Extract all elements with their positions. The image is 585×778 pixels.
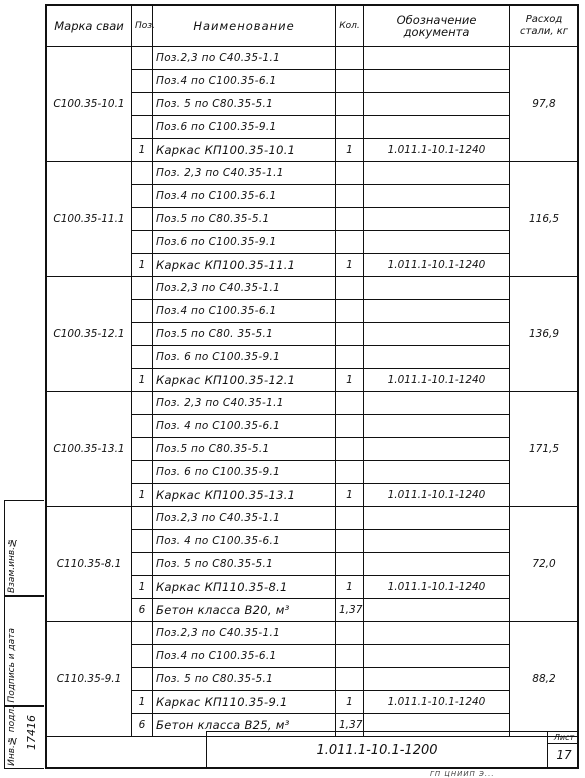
table-row <box>47 622 579 645</box>
position-cell <box>132 70 153 93</box>
position-cell <box>132 277 153 300</box>
quantity-cell <box>336 300 364 323</box>
item-name-cell: Поз. 5 по С80.35-5.1 <box>153 93 336 116</box>
footer-text: ГП ЦНИИП Э... <box>430 770 495 778</box>
quantity-cell <box>336 208 364 231</box>
item-name-cell: Каркас КП100.35-13.1 <box>153 484 336 507</box>
document-cell: 1.011.1-10.1-1240 <box>364 691 510 714</box>
position-cell <box>132 415 153 438</box>
document-cell <box>364 93 510 116</box>
document-cell <box>364 645 510 668</box>
side-stamp-inventory-number: 17416 <box>25 715 38 750</box>
document-cell <box>364 668 510 691</box>
quantity-cell <box>336 162 364 185</box>
pile-brand-cell: С110.35-8.1 <box>47 507 132 622</box>
item-name-cell: Поз. 5 по С80.35-5.1 <box>153 668 336 691</box>
item-name-cell: Поз.2,3 по С40.35-1.1 <box>153 622 336 645</box>
item-name-cell: Поз.5 по С80. 35-5.1 <box>153 323 336 346</box>
document-cell <box>364 415 510 438</box>
header-steel: Расход стали, кг <box>510 6 579 47</box>
quantity-cell <box>336 438 364 461</box>
item-name-cell: Поз. 2,3 по С40.35-1.1 <box>153 392 336 415</box>
document-cell: 1.011.1-10.1-1240 <box>364 484 510 507</box>
document-cell <box>364 47 510 70</box>
item-name-cell: Поз. 2,3 по С40.35-1.1 <box>153 162 336 185</box>
quantity-cell <box>336 277 364 300</box>
position-cell <box>132 392 153 415</box>
quantity-cell <box>336 645 364 668</box>
position-cell: 1 <box>132 691 153 714</box>
pile-brand-cell: С100.35-11.1 <box>47 162 132 277</box>
document-cell <box>364 277 510 300</box>
position-cell <box>132 300 153 323</box>
position-cell <box>132 93 153 116</box>
item-name-cell: Поз.5 по С80.35-5.1 <box>153 208 336 231</box>
side-stamp-vzam-label: Взам.инв.№ <box>7 536 17 593</box>
position-cell <box>132 645 153 668</box>
quantity-cell: 1 <box>336 139 364 162</box>
item-name-cell: Поз.2,3 по С40.35-1.1 <box>153 47 336 70</box>
specification-table <box>46 5 579 737</box>
position-cell <box>132 323 153 346</box>
document-cell <box>364 231 510 254</box>
item-name-cell: Поз.4 по С100.35-6.1 <box>153 185 336 208</box>
document-cell <box>364 323 510 346</box>
position-cell <box>132 438 153 461</box>
document-cell <box>364 507 510 530</box>
document-cell <box>364 392 510 415</box>
side-stamp-signature-label: Подпись и дата <box>7 628 17 703</box>
item-name-cell: Бетон класса В20, м³ <box>153 599 336 622</box>
side-stamp-inventory-label: Инв.№ подл. <box>7 706 17 766</box>
quantity-cell <box>336 530 364 553</box>
document-cell <box>364 300 510 323</box>
quantity-cell <box>336 47 364 70</box>
document-cell <box>364 185 510 208</box>
table-row <box>47 162 579 185</box>
steel-consumption-cell: 116,5 <box>510 162 579 277</box>
document-cell <box>364 116 510 139</box>
document-cell: 1.011.1-10.1-1240 <box>364 576 510 599</box>
document-cell <box>364 599 510 622</box>
quantity-cell: 1 <box>336 369 364 392</box>
quantity-cell: 1 <box>336 576 364 599</box>
quantity-cell <box>336 116 364 139</box>
quantity-cell <box>336 70 364 93</box>
pile-brand-cell: С100.35-12.1 <box>47 277 132 392</box>
document-cell <box>364 530 510 553</box>
document-cell <box>364 70 510 93</box>
steel-consumption-cell: 97,8 <box>510 47 579 162</box>
item-name-cell: Поз. 6 по С100.35-9.1 <box>153 461 336 484</box>
item-name-cell: Каркас КП110.35-9.1 <box>153 691 336 714</box>
quantity-cell <box>336 392 364 415</box>
item-name-cell: Поз. 6 по С100.35-9.1 <box>153 346 336 369</box>
quantity-cell: 1,37 <box>336 714 364 737</box>
quantity-cell <box>336 668 364 691</box>
position-cell <box>132 507 153 530</box>
quantity-cell <box>336 323 364 346</box>
position-cell: 1 <box>132 576 153 599</box>
document-cell: 1.011.1-10.1-1240 <box>364 254 510 277</box>
item-name-cell: Поз.5 по С80.35-5.1 <box>153 438 336 461</box>
position-cell: 1 <box>132 369 153 392</box>
pile-brand-cell: С110.35-9.1 <box>47 622 132 737</box>
position-cell: 6 <box>132 714 153 737</box>
steel-consumption-cell: 72,0 <box>510 507 579 622</box>
side-stamp-signature <box>4 596 44 706</box>
table-row <box>47 392 579 415</box>
document-cell <box>364 622 510 645</box>
item-name-cell: Поз. 4 по С100.35-6.1 <box>153 530 336 553</box>
quantity-cell: 1 <box>336 484 364 507</box>
item-name-cell: Каркас КП100.35-10.1 <box>153 139 336 162</box>
item-name-cell: Поз.4 по С100.35-6.1 <box>153 70 336 93</box>
sheet-divider <box>548 743 579 744</box>
table-row <box>47 507 579 530</box>
document-cell: 1.011.1-10.1-1240 <box>364 139 510 162</box>
position-cell: 1 <box>132 139 153 162</box>
quantity-cell: 1 <box>336 691 364 714</box>
position-cell <box>132 116 153 139</box>
table-row <box>47 277 579 300</box>
header-pos: Поз. <box>132 6 153 47</box>
position-cell <box>132 346 153 369</box>
title-block <box>206 731 579 769</box>
item-name-cell: Поз.4 по С100.35-6.1 <box>153 645 336 668</box>
position-cell <box>132 668 153 691</box>
quantity-cell <box>336 622 364 645</box>
position-cell <box>132 530 153 553</box>
item-name-cell: Каркас КП110.35-8.1 <box>153 576 336 599</box>
side-stamp-inventory <box>4 706 44 769</box>
table-header-row <box>47 6 579 47</box>
document-cell <box>364 162 510 185</box>
quantity-cell: 1,37 <box>336 599 364 622</box>
item-name-cell: Поз.4 по С100.35-6.1 <box>153 300 336 323</box>
quantity-cell <box>336 461 364 484</box>
position-cell: 1 <box>132 254 153 277</box>
position-cell <box>132 47 153 70</box>
quantity-cell <box>336 553 364 576</box>
document-cell <box>364 208 510 231</box>
side-stamp-vzam <box>4 500 44 596</box>
item-name-cell: Поз.2,3 по С40.35-1.1 <box>153 507 336 530</box>
header-brand: Марка сваи <box>47 6 132 47</box>
sheet-label: Лист <box>553 733 575 742</box>
document-cell <box>364 438 510 461</box>
quantity-cell <box>336 415 364 438</box>
position-cell: 6 <box>132 599 153 622</box>
pile-brand-cell: С100.35-10.1 <box>47 47 132 162</box>
item-name-cell: Каркас КП100.35-11.1 <box>153 254 336 277</box>
quantity-cell <box>336 185 364 208</box>
position-cell <box>132 185 153 208</box>
item-name-cell: Поз.6 по С100.35-9.1 <box>153 116 336 139</box>
quantity-cell <box>336 507 364 530</box>
position-cell <box>132 162 153 185</box>
document-cell: 1.011.1-10.1-1240 <box>364 369 510 392</box>
steel-consumption-cell: 88,2 <box>510 622 579 737</box>
quantity-cell <box>336 346 364 369</box>
header-qty: Кол. <box>336 6 364 47</box>
position-cell: 1 <box>132 484 153 507</box>
position-cell <box>132 553 153 576</box>
quantity-cell <box>336 93 364 116</box>
item-name-cell: Бетон класса В25, м³ <box>153 714 336 737</box>
item-name-cell: Поз. 4 по С100.35-6.1 <box>153 415 336 438</box>
document-cell <box>364 461 510 484</box>
position-cell <box>132 622 153 645</box>
position-cell <box>132 208 153 231</box>
steel-consumption-cell: 171,5 <box>510 392 579 507</box>
pile-brand-cell: С100.35-13.1 <box>47 392 132 507</box>
item-name-cell: Поз.2,3 по С40.35-1.1 <box>153 277 336 300</box>
position-cell <box>132 231 153 254</box>
quantity-cell <box>336 231 364 254</box>
item-name-cell: Каркас КП100.35-12.1 <box>153 369 336 392</box>
sheet-number: 17 <box>556 748 572 762</box>
steel-consumption-cell: 136,9 <box>510 277 579 392</box>
table-body <box>47 47 579 737</box>
header-doc: Обозначение документа <box>364 6 510 47</box>
position-cell <box>132 461 153 484</box>
quantity-cell: 1 <box>336 254 364 277</box>
document-code: 1.011.1-10.1-1200 <box>207 732 548 769</box>
header-name: Наименование <box>153 6 336 47</box>
document-cell <box>364 553 510 576</box>
document-cell <box>364 346 510 369</box>
item-name-cell: Поз.6 по С100.35-9.1 <box>153 231 336 254</box>
table-row <box>47 47 579 70</box>
item-name-cell: Поз. 5 по С80.35-5.1 <box>153 553 336 576</box>
